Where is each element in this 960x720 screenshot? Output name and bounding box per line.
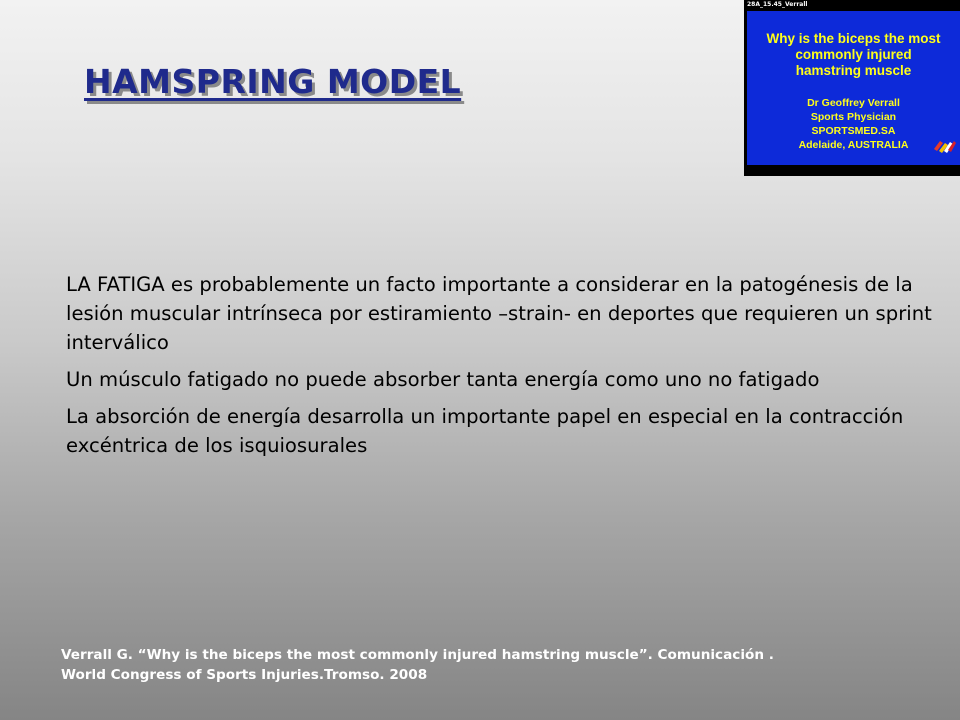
thumbnail-title <box>747 31 960 79</box>
body-paragraph: La absorción de energía desarrolla un importante papel en especial en la contracción excéntrica de los isquiosurales <box>66 405 904 457</box>
citation-line: World Congress of Sports Injuries.Tromso. 2008 <box>61 667 428 683</box>
citation <box>61 645 941 685</box>
conference-slide-thumbnail <box>744 0 960 176</box>
thumbnail-title-line: commonly injured <box>795 47 912 62</box>
thumbnail-tag: 28A_15.45_Verrall <box>747 1 808 8</box>
body-paragraph: LA FATIGA es probablemente un facto importante a considerar en la patogénesis de la lesión muscular intrínseca por estiramiento –strain- en deportes que requieren un sprint interválico <box>66 273 932 354</box>
thumbnail-panel <box>747 11 960 165</box>
thumbnail-author-line: SPORTSMED.SA <box>811 125 896 137</box>
sportsmed-logo-icon <box>934 139 956 153</box>
thumbnail-title-line: hamstring muscle <box>795 63 912 78</box>
thumbnail-author-line: Dr Geoffrey Verrall <box>807 97 900 109</box>
slide-body <box>66 270 951 468</box>
body-paragraph: Un músculo fatigado no puede absorber tanta energía como uno no fatigado <box>66 368 820 391</box>
thumbnail-author <box>747 96 960 152</box>
thumbnail-title-line: Why is the biceps the most <box>766 31 941 46</box>
citation-line: Verrall G. “Why is the biceps the most commonly injured hamstring muscle”. Comunicación . <box>61 647 774 663</box>
thumbnail-author-line: Sports Physician <box>810 111 897 123</box>
slide-title: HAMSPRING MODEL <box>84 62 462 101</box>
thumbnail-author-line: Adelaide, AUSTRALIA <box>798 139 909 151</box>
